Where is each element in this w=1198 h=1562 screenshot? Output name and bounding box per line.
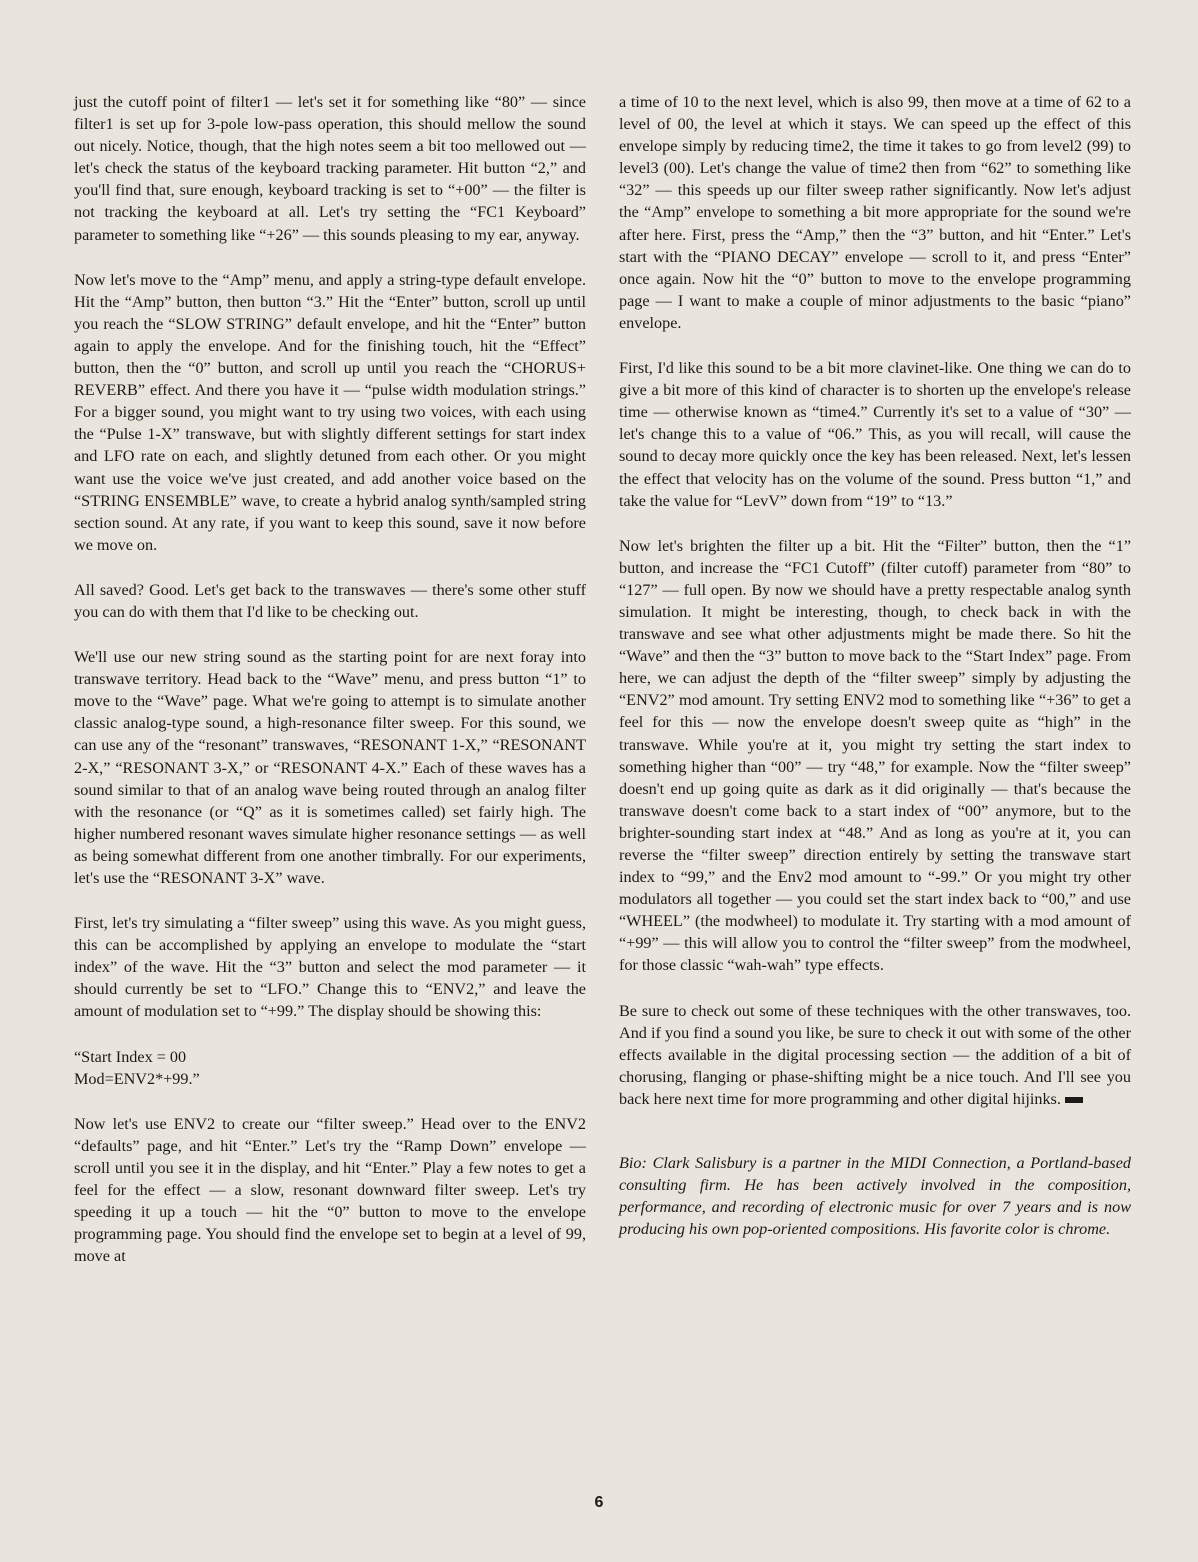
right-paragraph-4 (619, 1000, 1131, 1110)
display-readout (74, 1046, 586, 1090)
left-paragraph-6: Now let's use ENV2 to create our “filter sweep.” Head over to the ENV2 “defaults” page, and hit “Enter.” Let's try the “Ramp Down” envelope — scroll until you see it in the display, and hit “Enter.” Play a few notes to get a feel for the effect — a slow, resonant downward filter sweep. Let's try speeding it up a touch — hit the “0” button to move to the envelope programming page. You should find the envelope set to begin at a level of 99, move at (74, 1114, 586, 1266)
page-number: 6 (594, 1494, 604, 1511)
display-readout-line-2: Mod=ENV2*+99.” (74, 1069, 200, 1088)
right-column (619, 91, 1131, 1263)
end-of-article-mark (1065, 1097, 1083, 1103)
display-readout-line-1: “Start Index = 00 (74, 1047, 187, 1066)
right-paragraph-1: a time of 10 to the next level, which is also 99, then move at a time of 62 to a level of 00, the level at which it stays. We can speed up the effect of this envelope simply by reducing time2, the time it takes to go from level2 (99) to level3 (00). Let's change the value of time2 then from “62” to something like “32” — this speeds up our filter sweep rather significantly. Now let's adjust the “Amp” envelope to something a bit more appropriate for the sound we're after here. First, press the “Amp,” then the “3” button, and hit “Enter.” Let's start with the “PIANO DECAY” envelope — scroll to it, and press “Enter” once again. Now hit the “0” button to move to the envelope programming page — I want to make a couple of minor adjustments to the basic “piano” envelope. (619, 93, 1131, 332)
left-paragraph-5: First, let's try simulating a “filter sweep” using this wave. As you might guess, this can be accomplished by applying an envelope to modulate the “start index” of the wave. Hit the “3” button and select the mod parameter — it should currently be set to “LFO.” Change this to “ENV2,” and leave the amount of modulation set to “+99.” The display should be showing this: (74, 914, 586, 1021)
left-paragraph-4: We'll use our new string sound as the starting point for are next foray into transwave territory. Head back to the “Wave” menu, and press button “1” to move to the “Wave” page. What we're going to attempt is to simulate another classic analog-type sound, a high-resonance filter sweep. For this sound, we can use any of the “resonant” transwaves, “RESONANT 1-X,” “RESONANT 2-X,” “RESONANT 3-X,” or “RESONANT 4-X.” Each of these waves has a sound similar to that of an analog wave being routed through an analog filter with the resonance (or “Q” as it is sometimes called) set fairly high. The higher numbered resonant waves simulate higher resonance settings — as well as being somewhat different from one another timbrally. For our experiments, let's use the “RESONANT 3-X” wave. (74, 648, 586, 887)
left-column (74, 91, 586, 1290)
left-paragraph-2: Now let's move to the “Amp” menu, and apply a string-type default envelope. Hit the “Amp” button, then button “3.” Hit the “Enter” button, scroll up until you reach the “SLOW STRING” default envelope, and hit the “Enter” button again to apply the envelope. And for the finishing touch, hit the “Effect” button, then the “0” button, and scroll up until you reach the “CHORUS+ REVERB” effect. And there you have it — “pulse width modulation strings.” For a bigger sound, you might want to try using two voices, with each using the “Pulse 1-X” transwave, but with slightly different settings for start index and LFO rate on each, and slightly detuned from each other. Or you might want use the voice we've just created, and add another voice based on the “STRING ENSEMBLE” wave, to create a hybrid analog synth/sampled string section sound. At any rate, if you want to keep this sound, save it now before we move on. (74, 270, 586, 554)
right-paragraph-4-text: Be sure to check out some of these techniques with the other transwaves, too. And if you find a sound you like, be sure to check it out with some of the other effects available in the digital processing section — the addition of a bit of chorusing, flanging or phase-shifting might be a nice touch. And I'll see you back here next time for more programming and other digital hijinks. (619, 1001, 1131, 1108)
right-paragraph-2: First, I'd like this sound to be a bit more clavinet-like. One thing we can do to give a bit more of this kind of character is to shorten up the envelope's release time — otherwise known as “time4.” Currently it's set to a value of “30” — let's change this to a value of “06.” This, as you will recall, will cause the sound to decay more quickly once the key has been released. Next, let's lessen the effect that velocity has on the volume of the sound. Press button “1,” and take the value for “LevV” down from “19” to “13.” (619, 359, 1131, 510)
left-paragraph-1: just the cutoff point of filter1 — let's set it for something like “80” — since filter1 is set up for 3-pole low-pass operation, this should mellow the sound out nicely. Notice, though, that the high notes seem a bit too mellowed out — let's check the status of the keyboard tracking parameter. Hit button “2,” and you'll find that, sure enough, keyboard tracking is set to “+00” — the filter is not tracking the keyboard at all. Let's try setting the “FC1 Keyboard” parameter to something like “+26” — this sounds pleasing to my ear, anyway. (74, 93, 586, 244)
author-bio: Bio: Clark Salisbury is a partner in the MIDI Connection, a Portland-based consulting firm. He has been actively involved in the composition, performance, and recording of electronic music for over 7 years and is now producing his own pop-oriented compositions. His favorite color is chrome. (619, 1154, 1131, 1239)
right-paragraph-3: Now let's brighten the filter up a bit. Hit the “Filter” button, then the “1” button, and increase the “FC1 Cutoff” (filter cutoff) parameter from “80” to “127” — full open. By now we should have a pretty respectable analog synth simulation. It might be interesting, though, to check back in with the transwave and see what other adjustments might be made there. So hit the “Wave” and then the “3” button to move back to the “Start Index” page. From here, we can adjust the depth of the “filter sweep” simply by adjusting the “ENV2” mod amount. Try setting ENV2 mod to something like “+36” to get a feel for this — now the envelope doesn't sweep quite as “high” in the transwave. While you're at it, you might try setting the start index to something higher than “00” — try “48,” for example. Now the “filter sweep” doesn't end up going quite as dark as it did originally — that's because the transwave doesn't come back to a start index of “00” anymore, but to the brighter-sounding start index at “48.” And as long as you're at it, you can reverse the “filter sweep” direction entirely by setting the transwave start index to “99,” and the Env2 mod amount to “-99.” Or you might try other modulators all together — you could set the start index back to “00,” and use “WHEEL” (the modwheel) to modulate it. Try starting with a mod amount of “+99” — this will allow you to control the “filter sweep” from the modwheel, for those classic “wah-wah” type effects. (619, 536, 1131, 975)
left-paragraph-3: All saved? Good. Let's get back to the transwaves — there's some other stuff you can do with them that I'd like to be checking out. (74, 580, 586, 621)
